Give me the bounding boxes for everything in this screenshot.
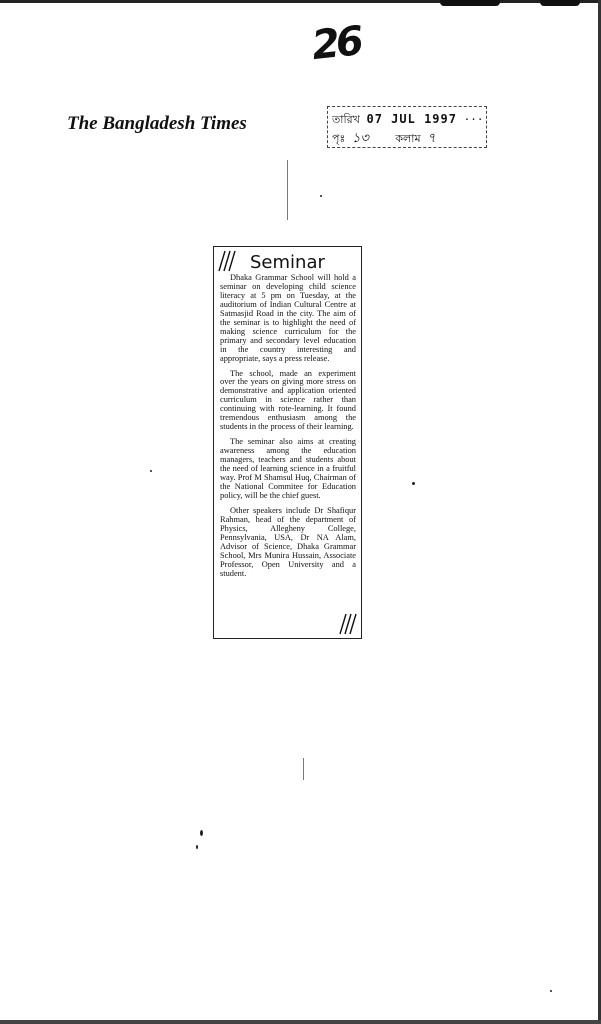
stamp-page-label: পৃঃ — [332, 132, 346, 145]
article-body — [220, 274, 356, 585]
stamp-column-label: কলাম — [395, 132, 421, 145]
clipping-slash-mark-icon — [217, 249, 239, 273]
clipping-slash-mark-icon — [336, 612, 358, 636]
article-title: Seminar — [250, 252, 325, 273]
scan-smudge — [440, 0, 500, 6]
scan-speck — [320, 195, 322, 197]
stamp-date-label: তারিখ — [332, 113, 360, 126]
stamp-page-value: ১৩ — [351, 131, 369, 146]
stamp-date-row — [332, 111, 483, 130]
article-paragraph: The seminar also aims at creating awareness among the education managers, teachers and students about the need of learning science in a fruitful way. Prof M Shamsul Huq, Chairman of the National Commitee for Education policy, will be the chief guest. — [220, 437, 356, 500]
stamp-date-value: 07 JUL 1997 — [366, 112, 457, 126]
article-paragraph: The school, made an experiment over the years on giving more stress on demonstrative and application oriented curriculum in science rather than continuing with rote-learning. It found tremendous enthusiasm among the students in the process of their learning. — [220, 368, 356, 432]
scan-speck — [150, 470, 152, 472]
date-stamp — [327, 106, 487, 148]
stamp-column-value: ৭ — [427, 131, 436, 146]
article-paragraph: Other speakers include Dr Shafiqur Rahman, head of the department of Physics, Allegheny College, Pennsylvania, USA, Dr NA Alam, Advisor of Science, Dhaka Grammar School, Mrs Munira Hussain, Associate Professor, Open University and a student. — [220, 505, 356, 578]
scan-speck — [550, 990, 552, 992]
scan-speck — [200, 830, 203, 836]
scan-bottom-edge — [0, 1020, 601, 1024]
scan-speck — [412, 482, 415, 485]
stamp-page-row — [332, 129, 436, 150]
newspaper-masthead: The Bangladesh Times — [67, 113, 247, 134]
handwritten-page-number: 26 — [309, 18, 362, 70]
newspaper-clipping — [213, 246, 362, 639]
scan-top-edge — [0, 0, 601, 3]
scan-speck — [196, 845, 198, 849]
scan-artifact-line — [303, 758, 304, 780]
scan-artifact-line — [287, 160, 288, 220]
scan-smudge — [540, 0, 580, 6]
article-paragraph: Dhaka Grammar School will hold a seminar on developing child science literacy at 5 pm on Tuesday, at the auditorium of Indian Cultural Centre at Satmasjid Road in the city. The aim of the seminar is to highlight the need of making science curriculum for the primary and secondary level education in the country interesting and appropriate, says a press release. — [220, 273, 356, 363]
stamp-dots: ··· — [463, 113, 484, 126]
